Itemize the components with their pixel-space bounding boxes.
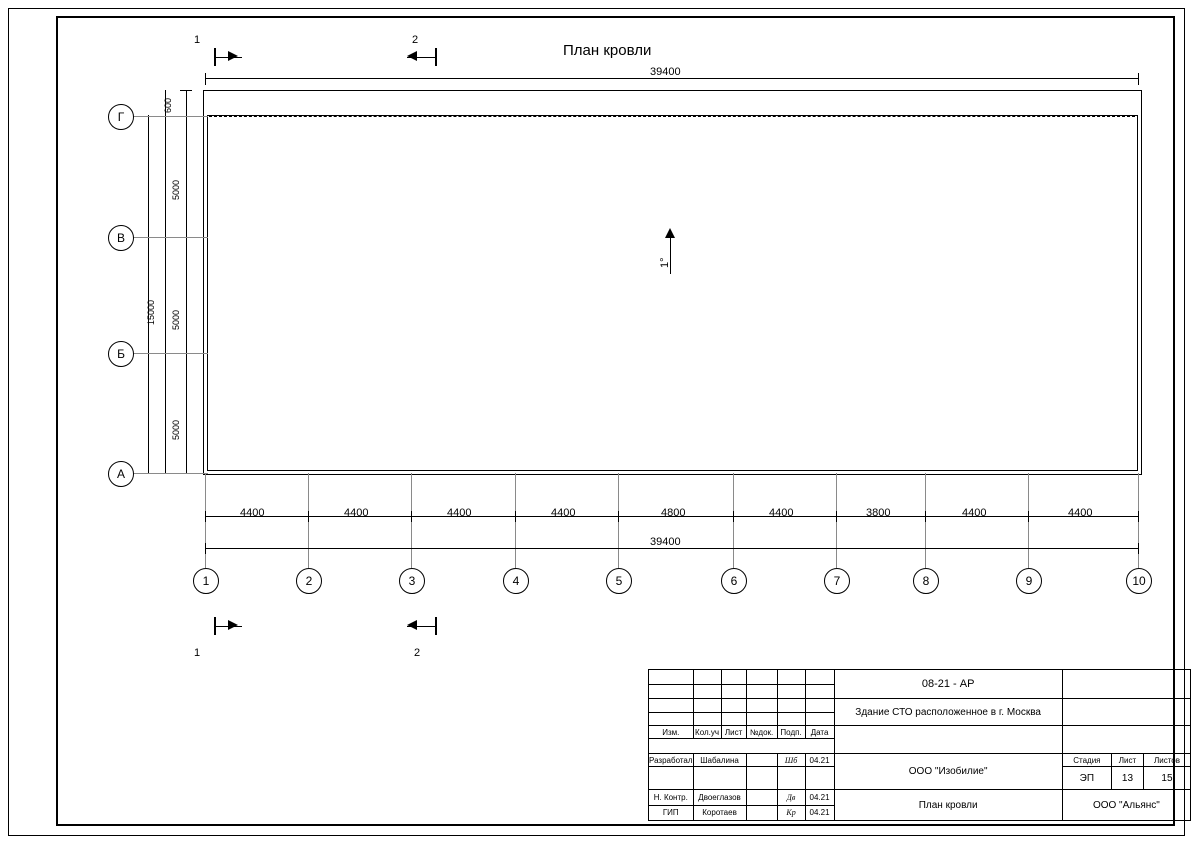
dim-tick: [205, 73, 206, 85]
section-mark-bottom-1-label: 1: [194, 647, 201, 659]
dim-tick: [515, 511, 516, 522]
section-mark-top-2-label: 2: [412, 34, 419, 46]
stage-value: ЭП: [1062, 767, 1111, 790]
col-header-koluch: Кол.уч: [695, 727, 720, 737]
sheet-header: Лист: [1111, 754, 1143, 767]
parapet-label: 600: [163, 97, 173, 113]
dim-tick: [411, 511, 412, 522]
contractor-name: ООО "Альянс": [1062, 790, 1190, 821]
axis-label-5: 5: [615, 574, 623, 588]
row-role-2: Н. Контр.: [649, 790, 694, 806]
dim-tick: [205, 511, 206, 522]
dim-tick: [1138, 543, 1139, 554]
title-block: [648, 669, 1191, 821]
row-date-1: 04.21: [805, 754, 834, 767]
dim-line-bottom-overall: [205, 548, 1138, 549]
row-sign-3: Кр: [777, 805, 805, 821]
axis-bubble-10[interactable]: [1126, 568, 1152, 594]
axis-label-6: 6: [730, 574, 738, 588]
section-arrow-head-4: [407, 620, 417, 630]
section-mark-top-2: [435, 48, 437, 66]
axis-bubble-5[interactable]: [606, 568, 632, 594]
dim-tick: [1138, 73, 1139, 85]
row-role-3: ГИП: [649, 805, 694, 821]
axis-label-10: 10: [1132, 574, 1146, 588]
axis-leader-v: [133, 237, 208, 238]
axis-bubble-4[interactable]: [503, 568, 529, 594]
dim-tick: [308, 511, 309, 522]
parapet-dashed-line: [209, 116, 1135, 117]
section-arrow-head-1: [228, 51, 238, 61]
axis-label-8: 8: [922, 574, 930, 588]
axis-leader-a: [133, 473, 208, 474]
dim-horizontal-7: 3800: [866, 507, 891, 519]
dim-horizontal-3: 4400: [447, 507, 472, 519]
axis-bubble-g[interactable]: [108, 104, 134, 130]
axis-bubble-3[interactable]: [399, 568, 425, 594]
section-arrow-head-2: [407, 51, 417, 61]
dim-line-vertical-inner: [186, 90, 187, 473]
dim-line-vertical-600: [165, 90, 166, 473]
axis-label-b: Б: [117, 347, 125, 361]
axis-bubble-a[interactable]: [108, 461, 134, 487]
stage-header: Стадия: [1062, 754, 1111, 767]
dim-horizontal-1: 4400: [240, 507, 265, 519]
col-header-ndok: №док.: [746, 726, 777, 739]
axis-bubble-v[interactable]: [108, 225, 134, 251]
slope-arrow-head: [665, 228, 675, 238]
dim-tick: [205, 543, 206, 554]
sheet-name: План кровли: [834, 790, 1062, 821]
col-header-data: Дата: [805, 726, 834, 739]
page-title: План кровли: [563, 42, 652, 59]
overall-width-bottom-label: 39400: [650, 536, 681, 548]
dim-tick: [733, 511, 734, 522]
object-name: Здание СТО расположенное в г. Москва: [834, 699, 1062, 726]
axis-label-3: 3: [408, 574, 416, 588]
dim-tick: [618, 511, 619, 522]
dim-tick: [1138, 511, 1139, 522]
section-mark-bottom-2-label: 2: [414, 647, 421, 659]
axis-label-1: 1: [202, 574, 210, 588]
section-arrow-head-3: [228, 620, 238, 630]
dim-horizontal-9: 4400: [1068, 507, 1093, 519]
row-name-1: Шабалина: [693, 754, 746, 767]
roof-outline-inner: [207, 115, 1138, 471]
axis-bubble-2[interactable]: [296, 568, 322, 594]
slope-label: 1°: [659, 257, 671, 268]
dim-horizontal-4: 4400: [551, 507, 576, 519]
col-header-izm: Изм.: [649, 726, 694, 739]
dim-tick: [836, 511, 837, 522]
row-date-3: 04.21: [805, 805, 834, 821]
section-mark-bottom-2: [435, 617, 437, 635]
axis-bubble-9[interactable]: [1016, 568, 1042, 594]
customer-name: ООО "Изобилие": [834, 754, 1062, 790]
section-mark-top-1-label: 1: [194, 34, 201, 46]
row-sign-2: Дв: [777, 790, 805, 806]
row-ndok-2: [746, 790, 777, 806]
axis-bubble-1[interactable]: [193, 568, 219, 594]
axis-label-a: А: [116, 467, 125, 481]
row-role-1: Разработал: [649, 755, 693, 765]
dim-tick: [180, 90, 192, 91]
dim-horizontal-2: 4400: [344, 507, 369, 519]
axis-bubble-b[interactable]: [108, 341, 134, 367]
axis-label-7: 7: [833, 574, 841, 588]
axis-label-g: Г: [117, 110, 125, 124]
dim-horizontal-5: 4800: [661, 507, 686, 519]
row-sign-1: Шб: [777, 754, 805, 767]
axis-label-v: В: [116, 231, 125, 245]
dim-vertical-3: 5000: [171, 419, 181, 440]
row-ndok-1: [746, 754, 777, 767]
row-date-2: 04.21: [805, 790, 834, 806]
axis-bubble-6[interactable]: [721, 568, 747, 594]
axis-leader-b: [133, 353, 208, 354]
dim-vertical-2: 5000: [171, 309, 181, 330]
dim-horizontal-6: 4400: [769, 507, 794, 519]
sheets-header: Листов: [1143, 754, 1190, 767]
sheet-value: 13: [1111, 767, 1143, 790]
axis-leader-g: [133, 116, 208, 117]
col-header-list: Лист: [721, 726, 746, 739]
overall-width-top-label: 39400: [650, 66, 681, 78]
dim-line-top: [205, 78, 1138, 79]
sheets-value: 15: [1143, 767, 1190, 790]
col-header-podp: Подп.: [777, 726, 805, 739]
axis-label-4: 4: [512, 574, 520, 588]
dim-tick: [925, 511, 926, 522]
dim-horizontal-8: 4400: [962, 507, 987, 519]
axis-label-2: 2: [305, 574, 313, 588]
dim-tick: [1028, 511, 1029, 522]
slope-arrow-line: [670, 236, 671, 274]
row-ndok-3: [746, 805, 777, 821]
doc-code: 08-21 - АР: [834, 670, 1062, 699]
dim-line-vertical-overall: [148, 115, 149, 473]
dim-vertical-1: 5000: [171, 179, 181, 200]
row-name-2: Двоеглазов: [693, 790, 746, 806]
axis-label-9: 9: [1025, 574, 1033, 588]
overall-height-label: 15000: [146, 299, 156, 325]
row-name-3: Коротаев: [693, 805, 746, 821]
axis-bubble-7[interactable]: [824, 568, 850, 594]
axis-bubble-8[interactable]: [913, 568, 939, 594]
